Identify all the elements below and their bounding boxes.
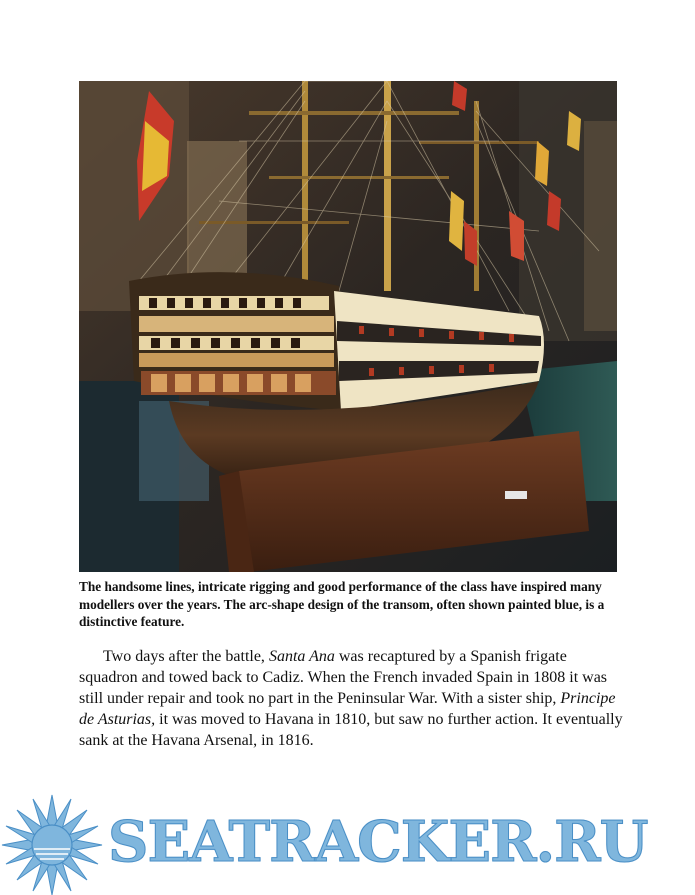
ship-name-santa-ana: Santa Ana bbox=[268, 648, 335, 665]
ship-model-photo bbox=[79, 81, 617, 572]
paragraph-text-3: it was moved to Havana in 1810, but saw no further action. It eventually sank at the Havana Arsenal, in 1816. bbox=[79, 711, 623, 749]
figure-caption: The handsome lines, intricate rigging and good performance of the class have inspired many modellers over the years. The arc-shape design of the transom, often shown painted blue, is a distinctive feature. bbox=[79, 579, 605, 629]
body-paragraph bbox=[79, 646, 624, 751]
ship-name-principe-de-asturias: Principe de Asturias, bbox=[79, 690, 616, 728]
watermark-text: SEATRACKER.RU bbox=[108, 809, 648, 875]
paragraph-text-1: Two days after the battle, bbox=[103, 648, 269, 665]
paragraph-text-2: was recaptured by a Spanish frigate squadron and towed back to Cadiz. When the French invaded Spain in 1808 it was still under repair and took no part in the Peninsular War. With a sister ship, bbox=[79, 648, 608, 707]
